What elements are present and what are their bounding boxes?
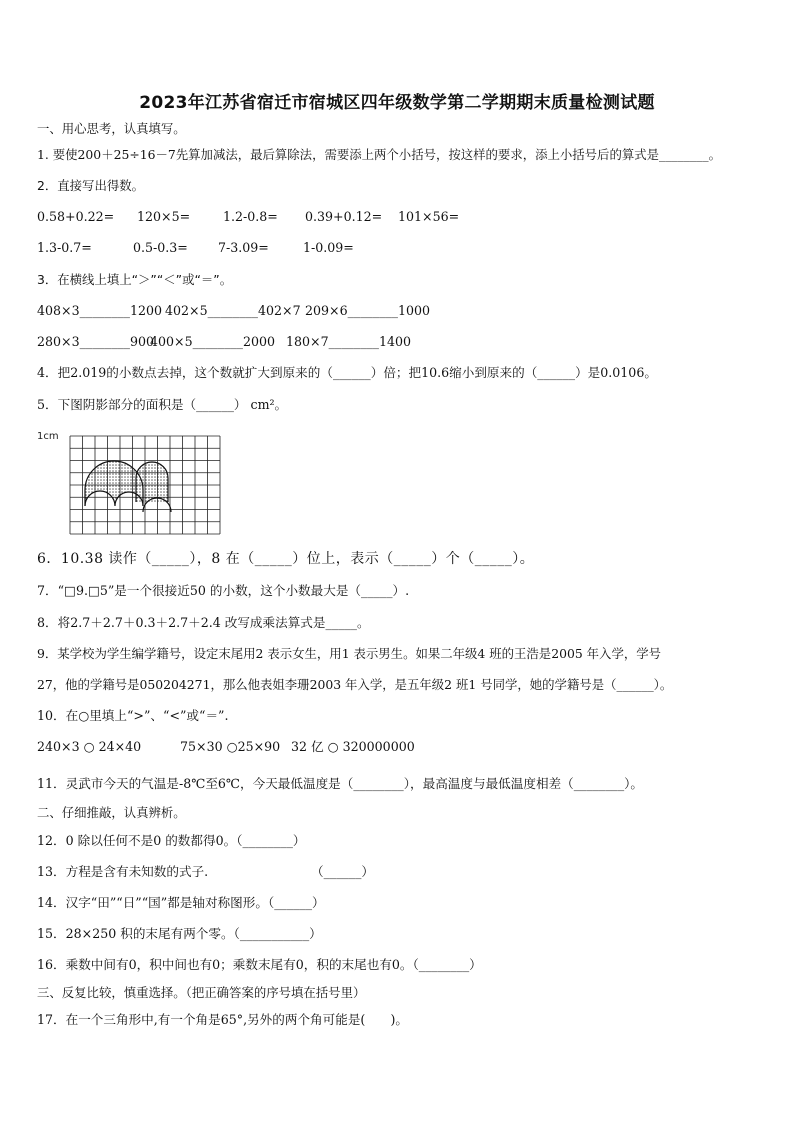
q2-item: 1-0.09= xyxy=(303,240,354,255)
question-14: 14．汉字“田”“日”“国”都是轴对称图形。（______） xyxy=(37,895,325,910)
grid-lines xyxy=(70,436,220,534)
question-7: 7．“□9.□5”是一个很接近50 的小数，这个小数最大是（_____）. xyxy=(37,583,410,598)
question-17: 17．在一个三角形中,有一个角是65°,另外的两个角可能是( )。 xyxy=(37,1012,409,1027)
question-6: 6．10.38 读作（_____），8 在（_____）位上，表示（_____）个（_____）。 xyxy=(37,551,535,567)
question-10: 10．在○里填上“>”、“<”或“＝”. xyxy=(37,708,229,723)
q2-item: 1.3-0.7= xyxy=(37,240,92,255)
question-15: 15．28×250 积的末尾有两个零。（___________） xyxy=(37,926,322,941)
q2-item: 1.2-0.8= xyxy=(223,209,278,224)
question-9-line-2: 27，他的学籍号是050204271，那么他表姐李珊2003 年入学，是五年级2 班1 号同学，她的学籍号是（______）。 xyxy=(37,677,673,692)
q3-item: 400×5________2000 xyxy=(150,334,276,349)
q3-item: 209×6________1000 xyxy=(305,303,431,318)
q2-item: 0.58+0.22= xyxy=(37,209,115,224)
q3-item: 280×3________900 xyxy=(37,334,155,349)
q3-item: 402×5________402×7 xyxy=(165,303,301,318)
question-13-blank: （______） xyxy=(311,864,374,879)
question-12: 12．0 除以任何不是0 的数都得0。（________） xyxy=(37,833,306,848)
q2-item: 0.5-0.3= xyxy=(133,240,188,255)
q2-item: 120×5= xyxy=(137,209,191,224)
question-11: 11．灵武市今天的气温是-8℃至6℃，今天最低温度是（________），最高温度与最低温度相差（________）。 xyxy=(37,776,644,791)
q2-item: 7-3.09= xyxy=(218,240,269,255)
q10-item: 240×3 ○ 24×40 xyxy=(37,739,142,754)
q10-item: 75×30 ○25×90 xyxy=(180,739,281,754)
section-3-heading: 三、反复比较，慎重选择。（把正确答案的序号填在括号里） xyxy=(37,985,366,1000)
q10-item: 32 亿 ○ 320000000 xyxy=(291,739,415,754)
question-5: 5．下图阴影部分的面积是（______） cm²。 xyxy=(37,397,288,412)
section-1-heading: 一、用心思考，认真填写。 xyxy=(37,121,186,136)
question-9-line-1: 9．某学校为学生编学籍号，设定末尾用2 表示女生，用1 表示男生。如果二年级4 班的王浩是2005 年入学，学号 xyxy=(37,646,662,661)
shaded-region xyxy=(85,461,168,506)
page-title: 2023年江苏省宿迁市宿城区四年级数学第二学期期末质量检测试题 xyxy=(139,93,655,113)
question-13 xyxy=(37,864,767,880)
shaded-grid-figure xyxy=(37,428,223,536)
q3-item: 408×3________1200 xyxy=(37,303,163,318)
question-16: 16．乘数中间有0，积中间也有0；乘数末尾有0，积的末尾也有0。（________） xyxy=(37,957,482,972)
q3-item: 180×7________1400 xyxy=(286,334,412,349)
question-8: 8．将2.7＋2.7＋0.3＋2.7＋2.4 改写成乘法算式是_____。 xyxy=(37,615,370,630)
q2-item: 101×56= xyxy=(398,209,460,224)
question-3: 3．在横线上填上“＞”“＜”或“＝”。 xyxy=(37,272,233,287)
q2-item: 0.39+0.12= xyxy=(305,209,383,224)
unit-label: 1cm xyxy=(37,431,59,442)
question-4: 4．把2.019的小数点去掉，这个数就扩大到原来的（______）倍；把10.6缩小到原来的（______）是0.0106。 xyxy=(37,365,657,380)
section-2-heading: 二、仔细推敲，认真辨析。 xyxy=(37,805,186,820)
question-13-text: 13．方程是含有未知数的式子. xyxy=(37,864,209,879)
question-2: 2．直接写出得数。 xyxy=(37,178,145,193)
question-1: 1. 要使200＋25÷16－7先算加减法，最后算除法，需要添上两个小括号，按这样的要求，添上小括号后的算式是________。 xyxy=(37,147,721,162)
